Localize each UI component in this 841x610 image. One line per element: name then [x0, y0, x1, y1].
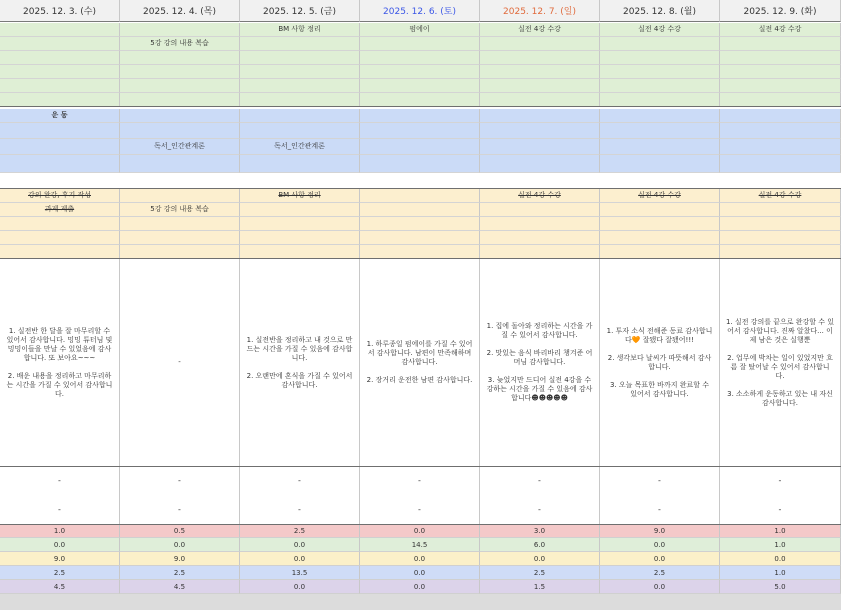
study-cell[interactable] [360, 79, 480, 93]
plan-cell[interactable] [240, 217, 360, 231]
study-cell[interactable] [360, 37, 480, 51]
study-cell[interactable] [360, 93, 480, 107]
study-cell[interactable] [480, 65, 600, 79]
plan-cell[interactable] [720, 203, 841, 217]
study-cell[interactable]: 5강 강의 내용 복습 [120, 37, 240, 51]
hours-sum-cell[interactable]: 1.0 [0, 524, 120, 538]
hours-sum-cell[interactable]: 4.5 [120, 580, 240, 594]
plan-cell[interactable] [360, 203, 480, 217]
hours-sum-cell[interactable]: 2.5 [600, 566, 720, 580]
study-cell[interactable] [0, 79, 120, 93]
exercise-cell[interactable] [720, 155, 841, 173]
hours-sum-cell[interactable]: 0.0 [360, 524, 480, 538]
study-cell[interactable] [0, 51, 120, 65]
study-cell[interactable] [360, 51, 480, 65]
hours-sum-cell[interactable]: 9.0 [120, 552, 240, 566]
study-cell[interactable] [120, 93, 240, 107]
hours-sum-cell[interactable]: 14.5 [360, 538, 480, 552]
plan-cell[interactable] [120, 231, 240, 245]
hours-sum-cell[interactable]: 9.0 [0, 552, 120, 566]
study-cell[interactable] [600, 37, 720, 51]
sheet-footer-band [0, 594, 841, 610]
exercise-cell[interactable] [360, 109, 480, 123]
hours-sum-cell[interactable]: 3.0 [480, 524, 600, 538]
note-cell[interactable]: - [360, 495, 480, 524]
study-cell[interactable] [720, 79, 841, 93]
exercise-cell[interactable] [600, 155, 720, 173]
note-cell[interactable]: - [120, 495, 240, 524]
note-cell[interactable]: - [360, 466, 480, 495]
study-cell[interactable] [120, 23, 240, 37]
hours-sum-cell[interactable]: 0.0 [360, 552, 480, 566]
exercise-cell[interactable] [480, 139, 600, 155]
plan-cell[interactable]: BM 사항 정리 [240, 189, 360, 203]
hours-sum-cell[interactable]: 0.0 [240, 552, 360, 566]
plan-cell[interactable] [240, 203, 360, 217]
hours-sum-cell[interactable]: 0.0 [0, 538, 120, 552]
hours-sum-cell[interactable]: 1.0 [720, 524, 841, 538]
gratitude-cell[interactable]: 1. 실전반 한 달을 잘 마무리할 수 있어서 감사합니다. 밍밍 튜터님 및 밍밍이들을 만날 수 있었음에 감사합니다. 또 보아요~~~ 2. 배운 내용을 정리하고 마무리하는 시간을 가질 수 있어서 감사합니다. [0, 259, 120, 466]
study-cell[interactable] [600, 51, 720, 65]
study-cell[interactable]: 실전 4강 수강 [480, 23, 600, 37]
exercise-cell[interactable] [480, 123, 600, 139]
hours-sum-cell[interactable]: 0.0 [240, 580, 360, 594]
study-cell[interactable] [240, 93, 360, 107]
study-cell[interactable] [0, 37, 120, 51]
hours-sum-cell[interactable]: 2.5 [120, 566, 240, 580]
study-cell[interactable] [720, 37, 841, 51]
study-cell[interactable]: 실전 4강 수강 [600, 23, 720, 37]
plan-cell[interactable]: 강의 완강, 후기 작성 [0, 189, 120, 203]
plan-cell[interactable] [720, 245, 841, 259]
note-cell[interactable]: - [600, 495, 720, 524]
section-divider [0, 188, 841, 189]
hours-sum-cell[interactable]: 0.0 [720, 552, 841, 566]
exercise-cell[interactable] [480, 155, 600, 173]
hours-sum-cell[interactable]: 1.5 [480, 580, 600, 594]
day-column [0, 0, 120, 610]
plan-cell[interactable] [360, 217, 480, 231]
plan-cell[interactable]: 5강 강의 내용 복습 [120, 203, 240, 217]
study-cell[interactable] [480, 37, 600, 51]
study-cell[interactable] [480, 93, 600, 107]
note-cell[interactable]: - [240, 466, 360, 495]
study-cell[interactable] [600, 79, 720, 93]
study-cell[interactable] [240, 51, 360, 65]
day-column [720, 0, 841, 610]
study-cell[interactable] [600, 65, 720, 79]
exercise-cell[interactable] [240, 109, 360, 123]
exercise-cell[interactable] [600, 123, 720, 139]
hours-sum-cell[interactable]: 13.5 [240, 566, 360, 580]
plan-cell[interactable] [480, 231, 600, 245]
date-header[interactable]: 2025. 12. 8. (월) [600, 0, 720, 22]
date-header[interactable]: 2025. 12. 4. (목) [120, 0, 240, 22]
hours-sum-cell[interactable]: 9.0 [600, 524, 720, 538]
exercise-cell[interactable] [0, 123, 120, 139]
hours-sum-cell[interactable]: 5.0 [720, 580, 841, 594]
study-cell[interactable] [240, 79, 360, 93]
study-cell[interactable] [360, 65, 480, 79]
plan-cell[interactable] [600, 217, 720, 231]
section-divider [0, 106, 841, 107]
section-divider [0, 524, 841, 525]
hours-sum-cell[interactable]: 0.0 [120, 538, 240, 552]
study-cell[interactable]: BM 사항 정리 [240, 23, 360, 37]
hours-sum-cell[interactable]: 0.5 [120, 524, 240, 538]
plan-cell[interactable] [720, 217, 841, 231]
exercise-cell[interactable]: 독서_인간관계론 [120, 139, 240, 155]
plan-cell[interactable] [600, 203, 720, 217]
section-divider [0, 466, 841, 467]
note-cell[interactable]: - [480, 495, 600, 524]
exercise-cell[interactable] [120, 155, 240, 173]
gratitude-cell[interactable]: - [120, 259, 240, 466]
hours-sum-cell[interactable]: 0.0 [600, 580, 720, 594]
hours-sum-cell[interactable]: 0.0 [360, 580, 480, 594]
exercise-cell[interactable] [480, 109, 600, 123]
plan-cell[interactable] [360, 189, 480, 203]
exercise-cell[interactable] [360, 123, 480, 139]
plan-cell[interactable] [0, 217, 120, 231]
note-cell[interactable]: - [720, 466, 841, 495]
study-cell[interactable] [240, 65, 360, 79]
plan-cell[interactable] [480, 245, 600, 259]
exercise-cell[interactable]: 독서_인간관계론 [240, 139, 360, 155]
study-cell[interactable] [720, 65, 841, 79]
study-cell[interactable] [0, 23, 120, 37]
exercise-cell[interactable] [120, 123, 240, 139]
day-column [600, 0, 720, 610]
date-header[interactable]: 2025. 12. 5. (금) [240, 0, 360, 22]
hours-sum-cell[interactable]: 0.0 [600, 538, 720, 552]
exercise-cell[interactable] [360, 155, 480, 173]
plan-cell[interactable] [360, 245, 480, 259]
plan-cell[interactable] [120, 245, 240, 259]
note-cell[interactable]: - [0, 495, 120, 524]
plan-cell[interactable] [240, 231, 360, 245]
hours-sum-cell[interactable]: 2.5 [240, 524, 360, 538]
hours-sum-cell[interactable]: 0.0 [600, 552, 720, 566]
note-cell[interactable]: - [120, 466, 240, 495]
exercise-cell[interactable] [0, 139, 120, 155]
note-cell[interactable]: - [720, 495, 841, 524]
plan-cell[interactable] [120, 189, 240, 203]
exercise-cell[interactable] [360, 139, 480, 155]
plan-cell[interactable] [240, 245, 360, 259]
exercise-cell[interactable] [240, 155, 360, 173]
exercise-cell[interactable] [720, 139, 841, 155]
study-cell[interactable] [120, 65, 240, 79]
exercise-cell[interactable]: 운 동 [0, 109, 120, 123]
plan-cell[interactable] [120, 217, 240, 231]
study-cell[interactable]: 펌에이 [360, 23, 480, 37]
exercise-cell[interactable] [600, 139, 720, 155]
hours-sum-cell[interactable]: 0.0 [240, 538, 360, 552]
study-cell[interactable] [480, 79, 600, 93]
note-cell[interactable]: - [0, 466, 120, 495]
plan-cell[interactable] [360, 231, 480, 245]
exercise-cell[interactable] [720, 109, 841, 123]
study-cell[interactable]: 실전 4강 수강 [720, 23, 841, 37]
exercise-cell[interactable] [240, 123, 360, 139]
date-header[interactable]: 2025. 12. 9. (화) [720, 0, 841, 22]
hours-sum-cell[interactable]: 2.5 [0, 566, 120, 580]
study-cell[interactable] [0, 65, 120, 79]
plan-cell[interactable] [480, 217, 600, 231]
study-cell[interactable] [240, 37, 360, 51]
plan-cell[interactable] [0, 245, 120, 259]
hours-sum-cell[interactable]: 4.5 [0, 580, 120, 594]
date-header[interactable]: 2025. 12. 3. (수) [0, 0, 120, 22]
note-cell[interactable]: - [240, 495, 360, 524]
note-cell[interactable]: - [480, 466, 600, 495]
gratitude-cell[interactable]: 1. 실전 강의를 끝으로 완강할 수 있어서 감사합니다. 진짜 알찼다... 이제 남은 것은 실행뿐 2. 업무에 박차는 일이 있었지만 흐름 잘 탔어날 수 있어서 감사합니다. 3. 소소하게 운동하고 있는 내 자신 감사합니다. [720, 259, 841, 466]
study-cell[interactable] [720, 93, 841, 107]
hours-sum-cell[interactable]: 0.0 [480, 552, 600, 566]
date-header[interactable]: 2025. 12. 7. (일) [480, 0, 600, 22]
plan-cell[interactable] [480, 203, 600, 217]
plan-cell[interactable]: 실전 4강 수강 [720, 189, 841, 203]
day-column [480, 0, 600, 610]
hours-sum-cell[interactable]: 0.0 [360, 566, 480, 580]
plan-cell[interactable] [600, 231, 720, 245]
date-header[interactable]: 2025. 12. 6. (토) [360, 0, 480, 22]
plan-cell[interactable]: 과제 제출 [0, 203, 120, 217]
hours-sum-cell[interactable]: 6.0 [480, 538, 600, 552]
day-column [120, 0, 240, 610]
exercise-cell[interactable] [120, 109, 240, 123]
hours-sum-cell[interactable]: 2.5 [480, 566, 600, 580]
section-divider [0, 258, 841, 259]
gratitude-cell[interactable]: 1. 하루종일 펌에이를 가질 수 있어서 감사합니다. 남편이 만족해하며 감사합니다. 2. 장거리 운전한 남편 감사합니다. [360, 259, 480, 466]
exercise-cell[interactable] [720, 123, 841, 139]
plan-cell[interactable] [600, 245, 720, 259]
note-cell[interactable]: - [600, 466, 720, 495]
gratitude-cell[interactable]: 1. 투자 소식 전해준 동료 감사합니다🧡 잘됐다 잘됐어!!! 2. 생각보다 날씨가 따뜻해서 감사합니다. 3. 오늘 목표한 바까지 완료할 수 있어서 감사합니다. [600, 259, 720, 466]
study-cell[interactable] [0, 93, 120, 107]
hours-sum-cell[interactable]: 1.0 [720, 538, 841, 552]
gratitude-cell[interactable]: 1. 집에 돌아와 정리하는 시간을 가질 수 있어서 감사합니다. 2. 맛있는 음식 바리바리 챙겨준 어머님 감사합니다. 3. 늦었지만 드디어 실전 4강을 수강하는 시간을 가질 수 있음에 감사합니다☻☻☻☻☻ [480, 259, 600, 466]
study-cell[interactable] [120, 51, 240, 65]
plan-cell[interactable] [720, 231, 841, 245]
gratitude-cell[interactable]: 1. 실전반을 정리하고 내 것으로 만드는 시간을 가질 수 있음에 감사합니다. 2. 오랜만에 혼식을 가질 수 있어서 감사합니다. [240, 259, 360, 466]
study-cell[interactable] [480, 51, 600, 65]
hours-sum-cell[interactable]: 1.0 [720, 566, 841, 580]
exercise-cell[interactable] [600, 109, 720, 123]
day-column [360, 0, 480, 610]
study-cell[interactable] [720, 51, 841, 65]
day-column [240, 0, 360, 610]
study-cell[interactable] [600, 93, 720, 107]
plan-cell[interactable]: 실전 4강 수강 [600, 189, 720, 203]
plan-cell[interactable]: 실전 4강 수강 [480, 189, 600, 203]
exercise-cell[interactable] [0, 155, 120, 173]
plan-cell[interactable] [0, 231, 120, 245]
study-cell[interactable] [120, 79, 240, 93]
